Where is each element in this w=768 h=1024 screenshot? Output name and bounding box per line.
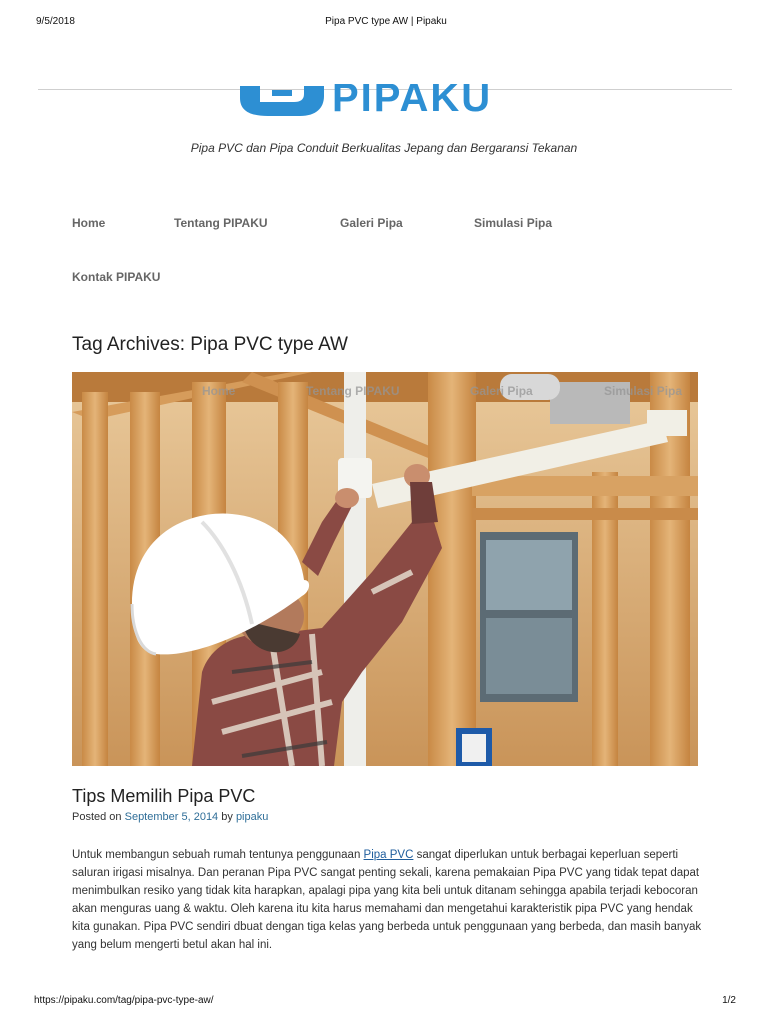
post-author-link[interactable]: pipaku xyxy=(235,811,269,823)
post-date-link[interactable]: September 5, 2014 xyxy=(124,811,219,823)
hero-overlay-nav xyxy=(72,384,698,400)
by-label: by xyxy=(221,811,233,823)
site-logo[interactable] xyxy=(238,84,534,118)
overlay-nav-simulasi: Simulasi Pipa xyxy=(604,384,683,398)
logo-text: PIPAKU xyxy=(332,84,493,118)
print-url: https://pipaku.com/tag/pipa-pvc-type-aw/ xyxy=(34,995,214,1006)
nav-item-galeri[interactable]: Galeri Pipa xyxy=(340,216,403,230)
post-title[interactable]: Tips Memilih Pipa PVC xyxy=(72,786,256,806)
posted-on-label: Posted on xyxy=(72,811,122,823)
print-page-number: 1/2 xyxy=(722,995,736,1006)
archive-title: Tag Archives: Pipa PVC type AW xyxy=(72,334,348,355)
site-tagline: Pipa PVC dan Pipa Conduit Berkualitas Jepang dan Bergaransi Tekanan xyxy=(190,141,578,155)
featured-image[interactable] xyxy=(72,372,698,766)
nav-item-simulasi[interactable]: Simulasi Pipa xyxy=(474,216,553,230)
nav-item-home[interactable]: Home xyxy=(72,216,106,230)
excerpt-text-start: Untuk membangun sebuah rumah tentunya penggunaan xyxy=(72,849,364,861)
print-footer xyxy=(34,995,736,1009)
post-meta xyxy=(72,811,268,823)
nav-item-kontak[interactable]: Kontak PIPAKU xyxy=(72,270,161,284)
overlay-nav-home: Home xyxy=(202,384,236,398)
print-date: 9/5/2018 xyxy=(36,16,75,27)
worker-installing-pipe-illustration xyxy=(72,372,698,766)
post-excerpt xyxy=(72,846,704,954)
excerpt-pipa-pvc-link[interactable]: Pipa PVC xyxy=(363,849,414,861)
excerpt-text-rest: sangat diperlukan untuk berbagai keperluan seperti saluran irigasi misalnya. Dan peranan Pipa PVC sangat penting sekali, karena pemakaian Pipa PVC yang tidak tepat dapat menimbulkan resiko yang tidak kita harapkan, apalagi pipa yang kita beli untuk ditanam sehingga apabila terjadi kebocoran akan menguras uang & waktu. Oleh karena itu kita harus memahami dan mengetahui karakteristik pipa PVC yang hendak kita gunakan. Pipa PVC sendiri dbuat dengan tiga kelas yang berbeda untuk penggunaan yang berbeda, dan masih banyak yang belum mengerti betul akan hal ini. xyxy=(72,849,702,951)
print-page-title: Pipa PVC type AW | Pipaku xyxy=(325,16,447,27)
print-header xyxy=(36,16,736,30)
overlay-nav-tentang: Tentang PIPAKU xyxy=(306,384,400,398)
overlay-nav-galeri: Galeri Pipa xyxy=(470,384,533,398)
nav-item-tentang[interactable]: Tentang PIPAKU xyxy=(174,216,268,230)
